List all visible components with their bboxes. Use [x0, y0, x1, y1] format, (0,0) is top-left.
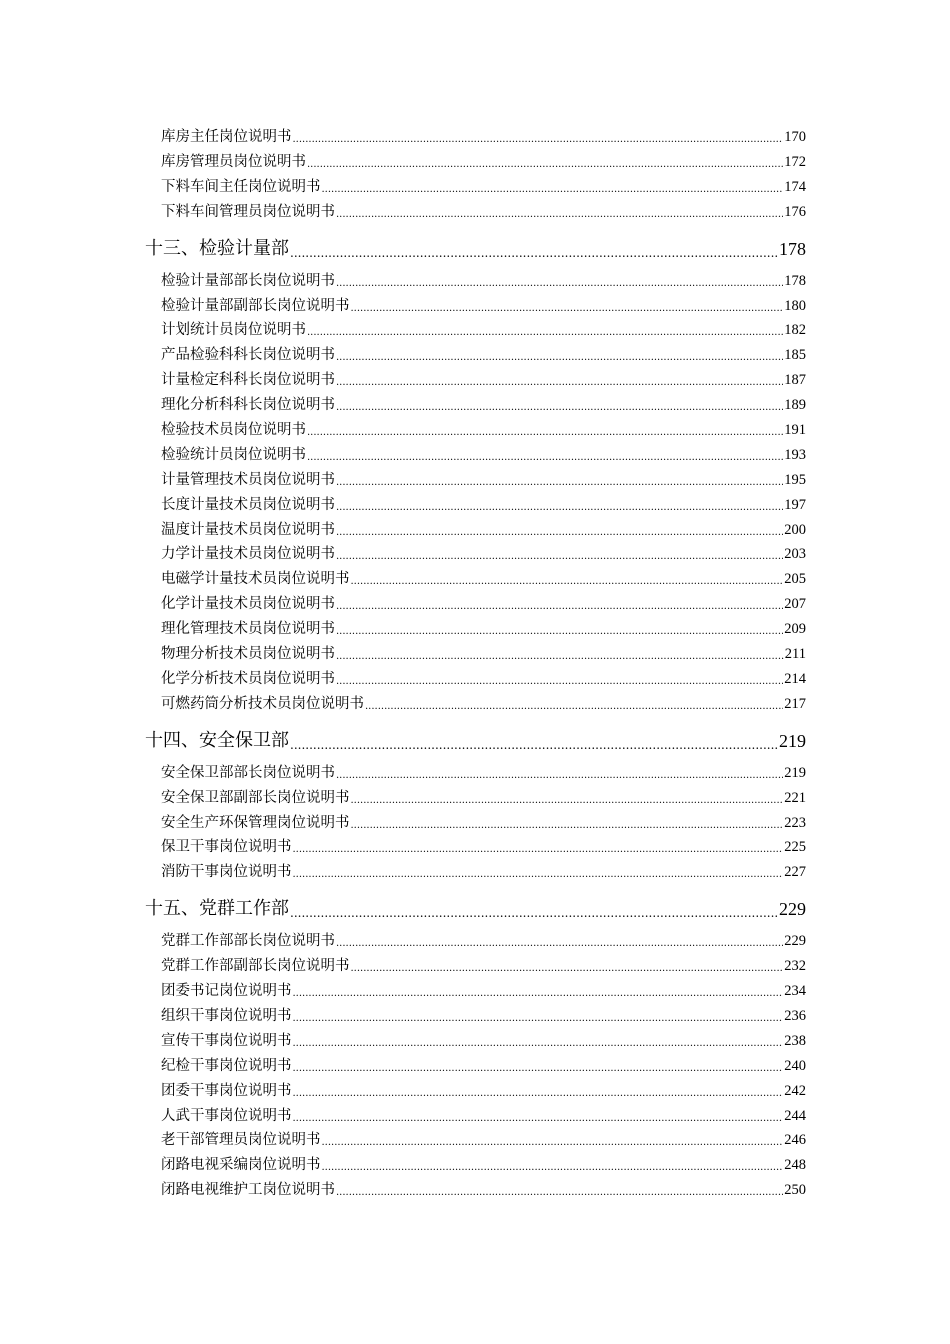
toc-page-number: 240	[784, 1058, 806, 1074]
toc-leader-dots	[351, 302, 784, 316]
toc-entry-title: 团委干事岗位说明书	[161, 1083, 292, 1099]
toc-page-number: 191	[784, 422, 806, 438]
toc-page-number: 242	[784, 1083, 806, 1099]
toc-entry-title: 十五、党群工作部	[145, 898, 289, 919]
toc-entry[interactable]	[161, 1006, 806, 1026]
toc-entry[interactable]	[161, 395, 806, 415]
toc-leader-dots	[293, 987, 784, 1001]
toc-entry[interactable]	[161, 544, 806, 564]
toc-entry-title: 库房主任岗位说明书	[161, 129, 292, 145]
toc-entry[interactable]	[161, 1106, 806, 1126]
toc-page-number: 187	[784, 372, 806, 388]
toc-page-number: 182	[784, 322, 806, 338]
toc-page-number: 232	[784, 958, 806, 974]
toc-leader-dots	[336, 476, 783, 490]
toc-entry-title: 计量检定科科长岗位说明书	[161, 372, 335, 388]
toc-leader-dots	[336, 550, 783, 564]
toc-entry-title: 力学计量技术员岗位说明书	[161, 546, 335, 562]
toc-entry-title: 电磁学计量技术员岗位说明书	[161, 571, 350, 587]
toc-leader-dots	[336, 625, 783, 639]
toc-entry-title: 党群工作部副部长岗位说明书	[161, 958, 350, 974]
toc-page-number: 221	[784, 790, 806, 806]
toc-entry[interactable]	[161, 177, 806, 197]
toc-page-number: 227	[784, 864, 806, 880]
toc-leader-dots	[293, 1087, 784, 1101]
toc-entry[interactable]	[161, 837, 806, 857]
toc-leader-dots	[351, 819, 784, 833]
toc-page-number: 229	[784, 933, 806, 949]
toc-entry-title: 安全保卫部副部长岗位说明书	[161, 790, 350, 806]
toc-leader-dots	[336, 277, 783, 291]
toc-entry-title: 团委书记岗位说明书	[161, 983, 292, 999]
toc-page-number: 225	[784, 839, 806, 855]
toc-entry[interactable]	[161, 862, 806, 882]
toc-entry-title: 检验技术员岗位说明书	[161, 422, 306, 438]
toc-entry-title: 检验统计员岗位说明书	[161, 447, 306, 463]
toc-entry[interactable]	[161, 644, 806, 664]
toc-leader-dots	[365, 700, 783, 714]
toc-page-number: 178	[779, 239, 806, 259]
toc-leader-dots	[336, 401, 783, 415]
toc-page-number: 203	[784, 546, 806, 562]
toc-leader-dots	[336, 526, 783, 540]
toc-page-number: 229	[779, 899, 806, 919]
toc-entry[interactable]	[161, 445, 806, 465]
toc-entry[interactable]	[161, 370, 806, 390]
toc-entry[interactable]	[161, 495, 806, 515]
toc-leader-dots	[322, 1136, 784, 1150]
toc-entry-title: 老干部管理员岗位说明书	[161, 1132, 321, 1148]
toc-entry[interactable]	[161, 420, 806, 440]
toc-leader-dots	[290, 904, 778, 922]
toc-entry-title: 温度计量技术员岗位说明书	[161, 522, 335, 538]
toc-page-number: 189	[784, 397, 806, 413]
toc-entry-title: 物理分析技术员岗位说明书	[161, 646, 335, 662]
toc-leader-dots	[336, 650, 784, 664]
toc-leader-dots	[293, 1037, 784, 1051]
toc-leader-dots	[307, 326, 783, 340]
toc-entry[interactable]	[161, 520, 806, 540]
toc-entry-title: 闭路电视维护工岗位说明书	[161, 1182, 335, 1198]
toc-leader-dots	[293, 1112, 784, 1126]
toc-entry-title: 十三、检验计量部	[145, 238, 289, 259]
toc-page-number: 214	[784, 671, 806, 687]
toc-page-number: 211	[784, 646, 806, 662]
toc-leader-dots	[336, 769, 783, 783]
toc-leader-dots	[293, 133, 784, 147]
toc-page-number: 223	[784, 815, 806, 831]
toc-entry[interactable]	[161, 1155, 806, 1175]
toc-section-entry[interactable]	[145, 236, 806, 262]
toc-entry[interactable]	[161, 1031, 806, 1051]
toc-leader-dots	[336, 208, 783, 222]
toc-page-number: 207	[784, 596, 806, 612]
toc-page-number: 172	[784, 154, 806, 170]
toc-leader-dots	[307, 158, 783, 172]
toc-entry[interactable]	[161, 202, 806, 222]
toc-entry-title: 纪检干事岗位说明书	[161, 1058, 292, 1074]
toc-entry-title: 保卫干事岗位说明书	[161, 839, 292, 855]
toc-page-number: 174	[784, 179, 806, 195]
toc-entry-title: 化学计量技术员岗位说明书	[161, 596, 335, 612]
toc-leader-dots	[293, 1062, 784, 1076]
toc-entry[interactable]	[161, 619, 806, 639]
toc-page-number: 178	[784, 273, 806, 289]
toc-entry-title: 下料车间主任岗位说明书	[161, 179, 321, 195]
toc-page-number: 234	[784, 983, 806, 999]
toc-entry-title: 库房管理员岗位说明书	[161, 154, 306, 170]
toc-entry-title: 化学分析技术员岗位说明书	[161, 671, 335, 687]
toc-page-number: 238	[784, 1033, 806, 1049]
toc-page-number: 176	[784, 204, 806, 220]
toc-leader-dots	[351, 575, 784, 589]
toc-entry[interactable]	[161, 956, 806, 976]
toc-page-number: 185	[784, 347, 806, 363]
toc-entry[interactable]	[161, 669, 806, 689]
toc-entry-title: 理化分析科科长岗位说明书	[161, 397, 335, 413]
toc-leader-dots	[336, 376, 783, 390]
toc-page-number: 170	[784, 129, 806, 145]
toc-entry[interactable]	[161, 152, 806, 172]
toc-leader-dots	[336, 600, 783, 614]
toc-leader-dots	[307, 451, 783, 465]
toc-page-number: 246	[784, 1132, 806, 1148]
toc-page-number: 200	[784, 522, 806, 538]
toc-leader-dots	[307, 426, 783, 440]
toc-entry[interactable]	[161, 470, 806, 490]
toc-leader-dots	[336, 351, 783, 365]
toc-leader-dots	[293, 868, 784, 882]
toc-page-number: 244	[784, 1108, 806, 1124]
toc-entry-title: 长度计量技术员岗位说明书	[161, 497, 335, 513]
toc-entry-title: 检验计量部副部长岗位说明书	[161, 298, 350, 314]
toc-leader-dots	[293, 843, 784, 857]
toc-entry-title: 计划统计员岗位说明书	[161, 322, 306, 338]
toc-leader-dots	[351, 962, 784, 976]
toc-entry[interactable]	[161, 569, 806, 589]
toc-entry-title: 安全保卫部部长岗位说明书	[161, 765, 335, 781]
toc-entry-title: 组织干事岗位说明书	[161, 1008, 292, 1024]
toc-entry[interactable]	[161, 981, 806, 1001]
toc-section-entry[interactable]	[145, 896, 806, 922]
toc-entry-title: 十四、安全保卫部	[145, 730, 289, 751]
toc-leader-dots	[322, 183, 784, 197]
toc-leader-dots	[290, 736, 778, 754]
toc-entry[interactable]	[161, 296, 806, 316]
toc-page-number: 219	[784, 765, 806, 781]
toc-section-entry[interactable]	[145, 728, 806, 754]
toc-entry-title: 闭路电视采编岗位说明书	[161, 1157, 321, 1173]
toc-entry[interactable]	[161, 788, 806, 808]
toc-entry-title: 检验计量部部长岗位说明书	[161, 273, 335, 289]
toc-entry[interactable]	[161, 1056, 806, 1076]
toc-leader-dots	[290, 244, 778, 262]
toc-entry-title: 可燃药筒分析技术员岗位说明书	[161, 696, 364, 712]
toc-page-number: 250	[784, 1182, 806, 1198]
toc-leader-dots	[336, 1186, 783, 1200]
toc-page-number: 180	[784, 298, 806, 314]
toc-entry[interactable]	[161, 345, 806, 365]
toc-page-number: 205	[784, 571, 806, 587]
toc-page-number: 236	[784, 1008, 806, 1024]
toc-leader-dots	[336, 937, 783, 951]
toc-entry-title: 产品检验科科长岗位说明书	[161, 347, 335, 363]
toc-leader-dots	[336, 501, 783, 515]
toc-entry-title: 下料车间管理员岗位说明书	[161, 204, 335, 220]
toc-entry[interactable]	[161, 1180, 806, 1200]
toc-entry[interactable]	[161, 763, 806, 783]
toc-entry-title: 党群工作部部长岗位说明书	[161, 933, 335, 949]
toc-entry-title: 计量管理技术员岗位说明书	[161, 472, 335, 488]
toc-entry-title: 消防干事岗位说明书	[161, 864, 292, 880]
toc-entry[interactable]	[161, 813, 806, 833]
toc-entry-title: 理化管理技术员岗位说明书	[161, 621, 335, 637]
toc-page-number: 195	[784, 472, 806, 488]
toc-entry[interactable]	[161, 127, 806, 147]
toc-leader-dots	[336, 675, 783, 689]
toc-entry[interactable]	[161, 594, 806, 614]
toc-page-number: 209	[784, 621, 806, 637]
toc-leader-dots	[293, 1012, 784, 1026]
toc-page-number: 217	[784, 696, 806, 712]
toc-entry-title: 宣传干事岗位说明书	[161, 1033, 292, 1049]
toc-entry[interactable]	[161, 931, 806, 951]
toc-page-number: 219	[779, 731, 806, 751]
toc-entry-title: 人武干事岗位说明书	[161, 1108, 292, 1124]
toc-page-number: 248	[784, 1157, 806, 1173]
toc-entry[interactable]	[161, 1130, 806, 1150]
toc-page-number: 193	[784, 447, 806, 463]
toc-leader-dots	[351, 794, 784, 808]
toc-leader-dots	[322, 1161, 784, 1175]
toc-entry[interactable]	[161, 320, 806, 340]
toc-entry-title: 安全生产环保管理岗位说明书	[161, 815, 350, 831]
toc-entry[interactable]	[161, 271, 806, 291]
toc-entry[interactable]	[161, 694, 806, 714]
toc-entry[interactable]	[161, 1081, 806, 1101]
toc-page-number: 197	[784, 497, 806, 513]
